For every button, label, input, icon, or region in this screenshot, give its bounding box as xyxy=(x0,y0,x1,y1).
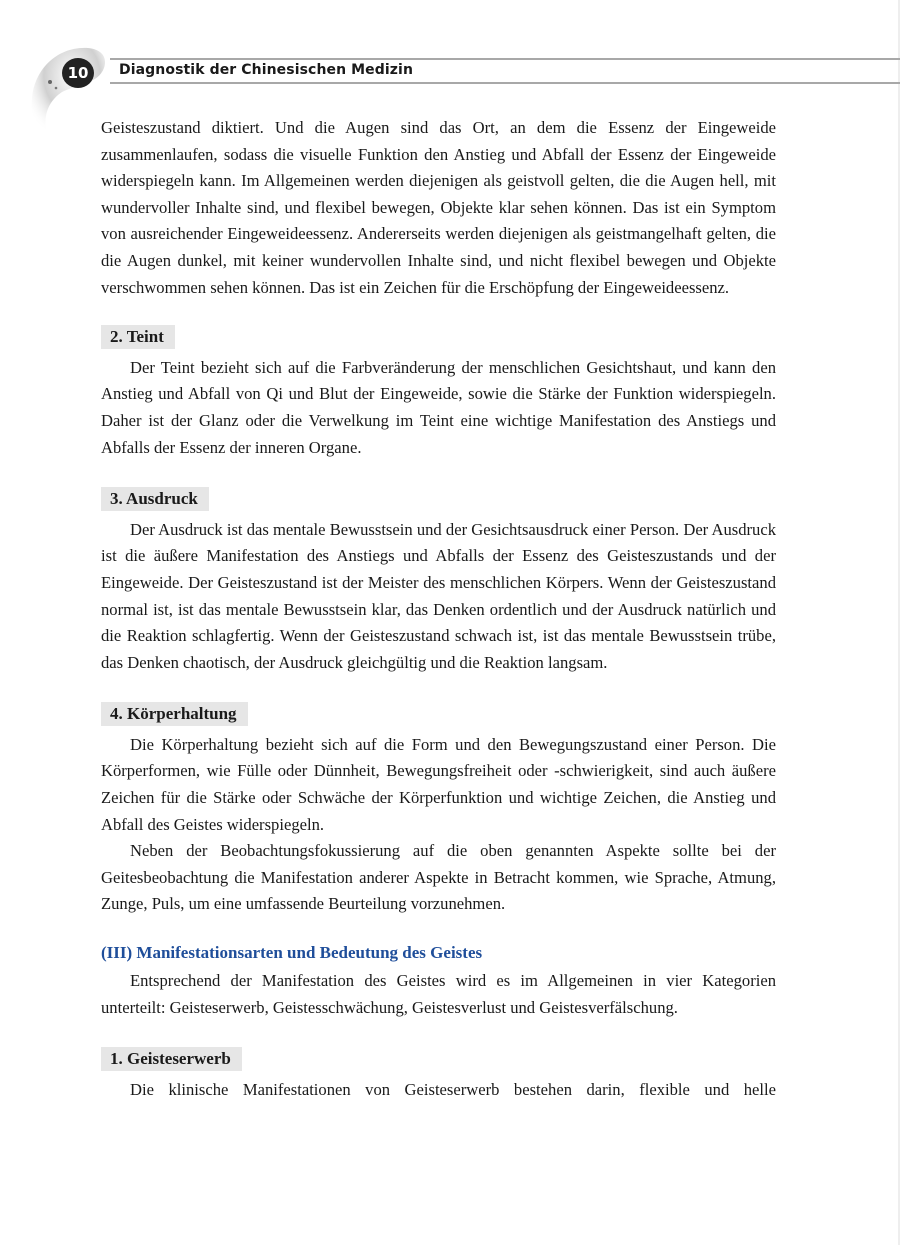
page-number: 10 xyxy=(62,58,94,88)
paragraph: Die Körperhaltung bezieht sich auf die Form und den Bewegungszustand einer Person. Die Körperformen, wie Fülle oder Dünnheit, Bewegungsfreiheit oder -schwierigkeit, sind auch äußere Zeichen für die Stärke oder Schwäche der Körperfunktion und wichtige Zeichen, die Anstieg und Abfall des Geistes widerspiegeln. xyxy=(101,734,776,834)
running-title: Diagnostik der Chinesischen Medizin xyxy=(119,62,414,78)
subheading-row xyxy=(101,1046,776,1073)
subheading-row xyxy=(101,701,776,728)
subheading-row xyxy=(101,486,776,513)
subheading-geisteserwerb: 1. Geisteserwerb xyxy=(101,1047,242,1071)
paragraph: Die klinische Manifestationen von Geisteserwerb bestehen darin, flexible und helle xyxy=(130,1079,776,1099)
subheading-teint: 2. Teint xyxy=(101,325,175,349)
paragraph: Entsprechend der Manifestation des Geistes wird es im Allgemeinen in vier Kategorien unterteilt: Geisteserwerb, Geistesschwächung, Geistesverlust und Geistesverfälschung. xyxy=(101,971,776,1017)
subheading-row xyxy=(101,324,776,351)
paragraph: Der Ausdruck ist das mentale Bewusstsein und der Gesichtsausdruck einer Person. Der Ausdruck ist die äußere Manifestation des Anstiegs und Abfalls der Essenz des Geisteszustands und der Eingeweide. Der Geisteszustand ist der Meister des menschlichen Körpers. Wenn der Geisteszustand normal ist, ist das mentale Bewusstsein klar, das Denken ordentlich und der Ausdruck natürlich und die Reaktion schlagfertig. Wenn der Geisteszustand schwach ist, ist das mentale Bewusstsein trübe, das Denken chaotisch, der Ausdruck gleichgültig und die Reaktion langsam. xyxy=(101,519,776,672)
page-content xyxy=(101,115,776,1103)
paragraph: Neben der Beobachtungsfokussierung auf die oben genannten Aspekte sollte bei der Geitesbeobachtung die Manifestation anderer Aspekte in Betracht kommen, wie Sprache, Atmung, Zunge, Puls, um eine umfassende Beurteilung vorzunehmen. xyxy=(101,841,776,914)
header-rule-bottom xyxy=(110,82,900,84)
header-rule-top xyxy=(110,58,900,60)
subheading-koerperhaltung: 4. Körperhaltung xyxy=(101,702,248,726)
page-number-swirl-icon xyxy=(28,44,110,144)
section-heading: (III) Manifestationsarten und Bedeutung des Geistes xyxy=(101,943,483,963)
paragraph: Geisteszustand diktiert. Und die Augen sind das Ort, an dem die Essenz der Eingeweide zusammenlaufen, sodass die visuelle Funktion den Anstieg und Abfall der Essenz der Eingeweide widerspiegeln kann. Im Allgemeinen werden diejenigen als geistvoll gelten, die die Augen hell, mit wundervoller Inhalte sind, und flexibel bewegen, Objekte klar sehen können. Das ist ein Symptom von ausreichender Eingeweideessenz. Andererseits werden diejenigen als geistmangelhaft gelten, die die Augen dunkel, mit keiner wundervollen Inhalte sind, und nicht flexibel bewegen und Objekte verschwommen sehen können. Das ist ein Zeichen für die Erschöpfung der Eingeweideessenz. xyxy=(101,118,776,297)
paragraph: Der Teint bezieht sich auf die Farbveränderung der menschlichen Gesichtshaut, und kann den Anstieg und Abfall von Qi und Blut der Eingeweide, sowie die Stärke der Funktion widerspiegeln. Daher ist der Glanz oder die Verwelkung im Teint eine wichtige Manifestation des Anstiegs und Abfalls der Essenz der inneren Organe. xyxy=(101,357,776,457)
subheading-ausdruck: 3. Ausdruck xyxy=(101,487,209,511)
